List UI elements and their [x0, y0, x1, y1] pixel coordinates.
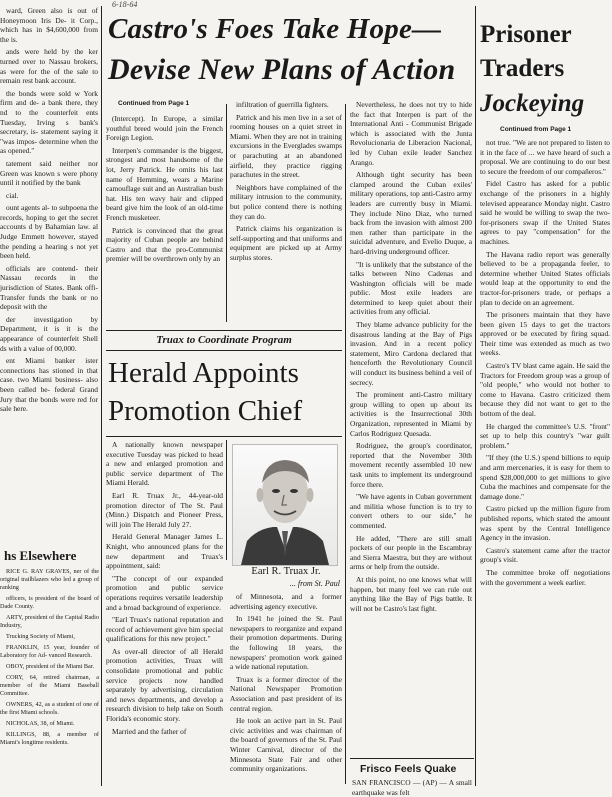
left-column-paragraph: tatement said neither nor Green was known s were phony until it notified by the bank [0, 158, 98, 188]
castro-paragraph: Patrick and his men live in a set of rooming houses on a quiet street in Miami. When they are not in training excursions in the Everglades swamps or parachuting at an abandoned airfield, they practice rigging parachutes in the street. [230, 112, 342, 180]
left-column-paragraph: cial. [6, 190, 19, 200]
left-column-paragraph: ent Miami banker ister connections has stioned in that case. two Miami business- also been called be- federal Grand Jury that the bonds were red for sale here. [0, 356, 98, 414]
castro-paragraph: (Intercept). In Europe, a similar youthful breed would join the French Foreign Legion. [106, 114, 223, 143]
elsewhere-item: OWNERS, 42, as a student of one of the first Miami schools. [0, 701, 99, 716]
prisoner-paragraph: The Havana radio report was generally believed to be a propaganda feeler, to determine whether United States officials would leap at the opportunity to end the tractor-for-prisoners trade, or perhaps a plan to decide on an agreement. [480, 249, 610, 307]
castro-col-rule-1 [226, 104, 227, 322]
herald-col-2 [230, 592, 342, 790]
elsewhere-item: officers, is president of the board of Dade County. [0, 595, 99, 610]
elsewhere-item: Trucking Society of Miami, [6, 633, 75, 640]
herald-headline-rule [106, 436, 342, 437]
castro-col-1 [106, 114, 223, 324]
castro-paragraph: The prominent anti-Castro military group willing to open up about its activities is the Insurrectional 30th Organization, represented in Miami by Carlos Rodriguez Quesada. [350, 390, 472, 438]
left-column-paragraph: der investigation by Department, it is it is the appearance of counterfeit Shell ds with a value of 00,000. [0, 314, 98, 353]
prisoner-paragraph: The prisoners maintain that they have been given 15 days to get the tractors approved or be executed by firing squad. Their time was extended as much as two weeks. [480, 310, 610, 358]
herald-col-rule [226, 440, 227, 560]
herald-headline-line2: Promotion Chief [108, 395, 303, 427]
prisoner-body [480, 138, 610, 730]
herald-paragraph: "Earl Truax's national reputation and record of achievement give him special qualifications for this new project." [106, 615, 223, 644]
castro-paragraph: They blame advance publicity for the disastrous landing at the Bay of Pigs invasion. And in a recent policy statement, Miro Cardona declared that henceforth the Revolutionary Council will conduct its business behind a veil of secrecy. [350, 320, 472, 387]
castro-paragraph: Interpen's commander is the biggest, strongest and most handsome of the lot, Jerry Patrick. He omits his last name of Hemming, wears a Marine camouflage suit and an Australian bush hat. His ten wavy hair and clipped beard give him the look of an old-time French musketeer. [106, 145, 223, 222]
quake-text: SAN FRANCISCO — (AP) — A small earthquake was felt [352, 778, 472, 797]
left-column-paragraph: ount agents al- to subpoena the records, hoping to get the secret accounts d by Bahamian law. al Judge Emmett however, stayed the pending a hearing s not yet been held. [0, 203, 98, 261]
prisoner-paragraph: not true. "We are not prepared to listen to it in the face of ... we have heard of such a proposal. We are continuing to do our best to secure the freedom of our compañeros." [480, 138, 610, 176]
castro-continued: Continued from Page 1 [118, 100, 190, 107]
elsewhere-section [0, 546, 99, 790]
left-column-paragraph: ands were held by the ker turned over to Nassau brokers, as were for the of the sale to remain rest bank account. [0, 47, 98, 86]
herald-col-1 [106, 440, 223, 790]
header-date: 6-18-64 [112, 0, 138, 9]
left-column-paragraph: officials are contend- their Nassau records in the jurisdiction of States. Bank offi- Transfer funds the bank or no deposit with the [0, 263, 98, 312]
left-column [0, 6, 98, 544]
herald-paragraph: He took an active part in St. Paul civic activities and was chairman of the board of governors of the St. Paul Winter Carnival, director of the Minnesota State Fair and other community organizations. [230, 716, 342, 774]
castro-paragraph: Rodriguez, the group's coordinator, reported that the November 30th movement recently assembled 10 new task units to implement its underground force there. [350, 441, 472, 489]
castro-paragraph: Neighbors have complained of the military intrusion to the community, but police contend there is nothing they can do. [230, 182, 342, 221]
elsewhere-item: CORY, 64, retired chairman, a member of the Miami Baseball Committee. [0, 674, 99, 697]
prisoner-paragraph: The committee broke off negotiations with the government a week earlier. [480, 567, 610, 587]
herald-paragraph: Herald General Manager James L. Knight, who announced plans for the new department and Truax's appointment, said: [106, 532, 223, 571]
castro-paragraph: At this point, no one knows what will happen, but many feel we can rule out anything like the Bay of Pigs battle. It will not be Castro's last fight. [350, 574, 472, 613]
castro-col-2 [230, 100, 342, 324]
castro-paragraph: Although tight security has been clamped around the Cuban exiles' military operations, top anti-Castro army leaders are currently busy in Miami. They include Nino Diaz, who turned back from the invasion with almost 200 men rather than participate in the suicidal adventure, and Evelio Duque, a hard-driving underground officer. [350, 170, 472, 256]
castro-paragraph: Nevertheless, he does not try to hide the fact that Interpen is part of the International Anti - Communist Brigade which is associated with the Junta Revolucionaria de Liberacion Nacional, led by Cuban exile leader Sanchez Arango. [350, 100, 472, 167]
prisoner-headline-line3: Jockeying [480, 90, 585, 117]
castro-col-rule-2 [345, 104, 346, 784]
portrait-illustration [233, 445, 337, 565]
photo-caption-name: Earl R. Truax Jr. [251, 566, 321, 577]
prisoner-continued: Continued from Page 1 [500, 126, 572, 133]
prisoner-paragraph: "If they (the U.S.) spend billions to equip and arm mercenaries, it is easy for them to spend $28,000,000 to get millions to give Cuba the machines and compensate for the damage done." [480, 453, 610, 501]
elsewhere-item: KILLINGS, 88, a member of Miami's longtime residents. [0, 731, 99, 746]
photo-caption-sub: ... from St. Paul [289, 579, 340, 588]
prisoner-paragraph: Castro's statement came after the tractor group's visit. [480, 545, 610, 565]
prisoner-paragraph: Fidel Castro has asked for a public exchange of the prisoners in a highly televised appearance Monday night. Castro said he would be willing to swap the two-for-prisoners swap if the United States agrees to pay "compensation" for the machines. [480, 179, 610, 246]
prisoner-paragraph: Castro's TV blast came again. He said the Tractors for Freedom group was a group of "old people," who would not bother to come to Havana. Castro criticized them because they did not want to get to the bottom of the deal. [480, 361, 610, 419]
elsewhere-item: FRANKLIN, 15 year, founder of Laboratory for Ad- vanced Research. [0, 644, 99, 659]
herald-paragraph: In 1941 he joined the St. Paul newspapers to reorganize and expand their promotion departments. During the following 18 years, the newspapers' promotion work gained a wide national reputation. [230, 614, 342, 672]
prisoner-paragraph: Castro picked up the million figure from published reports, which stated the amount was spent by the Central Intelligence Agency in the invasion. [480, 504, 610, 543]
herald-paragraph: Married and the father of [112, 726, 187, 736]
elsewhere-item: ARTY, president of the Capital Radio Industry, [0, 614, 99, 629]
herald-paragraph: A nationally known newspaper executive Tuesday was picked to head a new and enlarged promotion and public service department of The Miami Herald. [106, 440, 223, 488]
banner-rule-bottom [106, 350, 342, 351]
herald-paragraph: Truax is a former director of the National Newspaper Promotion Association and past president of its central region. [230, 674, 342, 713]
left-column-rule [101, 6, 102, 786]
castro-paragraph: "It is unlikely that the substance of the talks between Nino Cadenas and Washington officials will be made public. Most exile leaders are determined to keep quiet about their activities from any official. [350, 259, 472, 317]
castro-headline-line2: Devise New Plans of Action [108, 53, 456, 86]
herald-paragraph: "The concept of our expanded promotion and public service operations requires versatile leadership and a broad background of experience. [106, 573, 223, 612]
castro-paragraph: "We have agents in Cuban government and militia whose function is to try to convert others to our side," he commented. [350, 492, 472, 530]
herald-headline-line1: Herald Appoints [108, 357, 299, 389]
elsewhere-item: NICHOLAS, 38, of Miami. [6, 720, 75, 727]
prisoner-headline-line1: Prisoner [480, 21, 572, 48]
prisoner-paragraph: He charged the committee's U.S. "front" set up to help this country's "war guilt problem." [480, 421, 610, 450]
herald-paragraph: of Minnesota, and a former advertising agency executive. [230, 592, 342, 611]
castro-paragraph: Patrick claims his organization is self-supporting and that uniforms and equipment are picked up at Army surplus stores. [230, 224, 342, 262]
castro-paragraph: He added, "There are still small pockets of our people in the Escambray and Sierra Maestra, but they are without arms or help from the outside. [350, 533, 472, 572]
banner-rule-top [106, 330, 342, 331]
prisoner-col-rule [475, 6, 476, 786]
truax-banner: Truax to Coordinate Program [156, 334, 292, 346]
left-column-paragraph: ward, Green also is out of Honeymoon Iris De- it Corp., which has in $4,600,000 from the is. [0, 6, 98, 44]
castro-headline-line1: Castro's Foes Take Hope— [108, 13, 442, 45]
truax-photo [232, 444, 338, 566]
prisoner-headline-line2: Traders [480, 55, 565, 82]
left-column-paragraph: the bonds were sold w York firm and de- a bank there, they nd to the counterfeit ents Tuesday, Irving s bank's secretary, is- statement saying it "was impos- determine when the as opened." [0, 88, 98, 156]
quake-heading: Frisco Feels Quake [360, 763, 457, 775]
herald-paragraph: Earl R. Truax Jr., 44-year-old promotion director of The St. Paul (Minn.) Dispatch and Pioneer Press, will join The Herald July 27. [106, 490, 223, 529]
quake-rule [350, 758, 474, 759]
elsewhere-item: OBOY, president of the Miami Bar. [6, 663, 95, 670]
castro-paragraph: infiltration of guerrilla fighters. [236, 100, 329, 109]
castro-col-3 [350, 100, 472, 754]
elsewhere-heading: hs Elsewhere [4, 548, 77, 563]
castro-paragraph: Patrick is convinced that the great majority of Cuban people are behind Castro and that the pro-Communist premier will be overthrown only by an [106, 225, 223, 264]
elsewhere-item: RICE G. RAY GRAVES, ner of the original trailblazers who led a group of ranking [0, 568, 99, 591]
herald-paragraph: As over-all director of all Herald promotion activities, Truax will consolidate promotional and public service projects now handled separately by advertising, circulation and news departments, and develop a research division to help take on South Florida's economic story. [106, 646, 223, 724]
